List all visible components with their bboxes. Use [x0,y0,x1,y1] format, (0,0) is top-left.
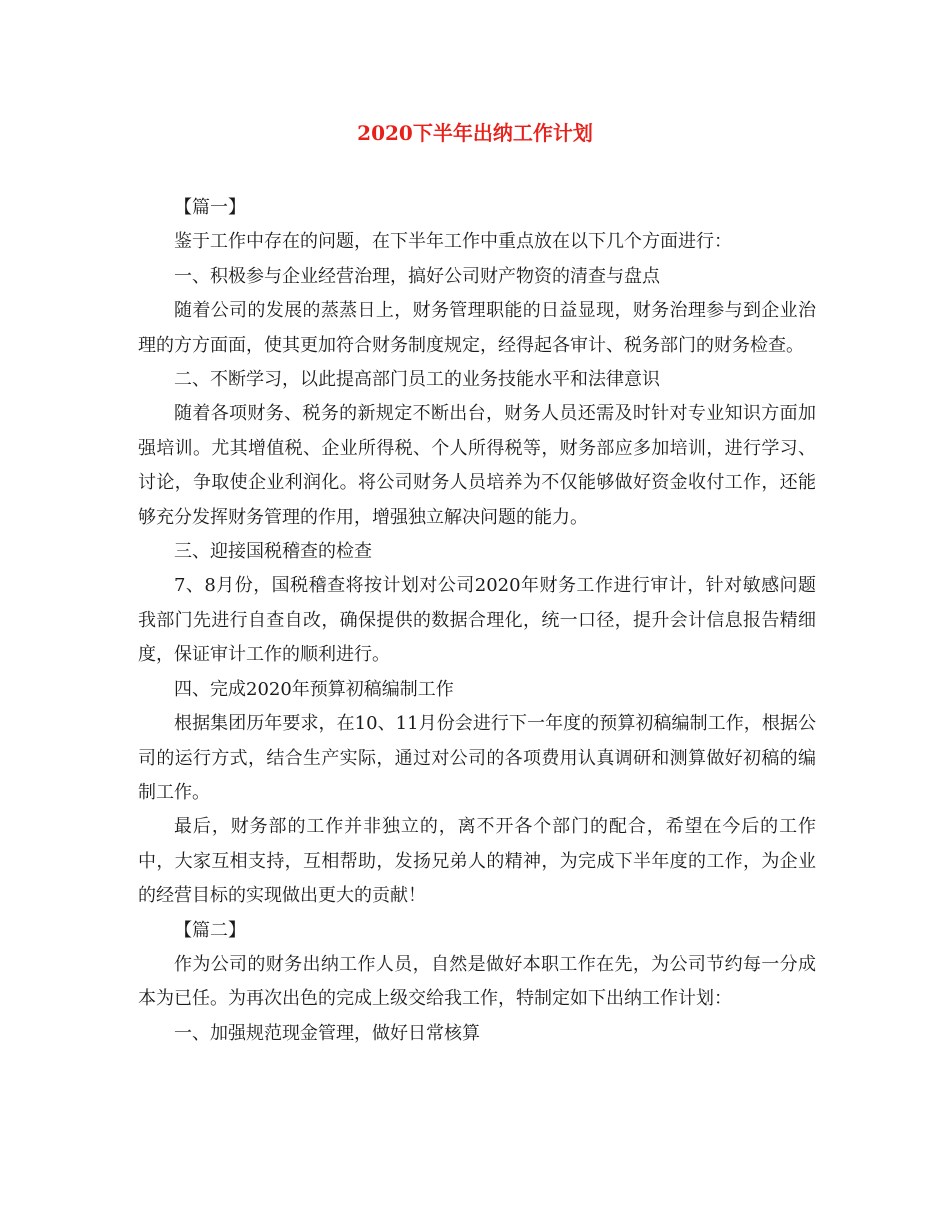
section-heading-2: 【篇二】 [174,919,246,941]
section-heading-1: 【篇一】 [174,197,246,218]
document-title: 2020下半年出纳工作计划 [357,121,593,145]
paragraph-5: 作为公司的财务出纳工作人员，自然是做好本职工作在先，为公司节约每一分成本为已任。为再次出色的完成上级交给我工作，特制定如下出纳工作计划： [138,953,816,1010]
item-heading-2: 二、不断学习，以此提高部门员工的业务技能水平和法律意识 [174,369,660,391]
paragraph-1: 随着公司的发展的蒸蒸日上，财务管理职能的日益显现，财务治理参与到企业治理的方方面面，使其更加符合财务制度规定，经得起各审计、税务部门的财务检查。 [138,300,816,356]
paragraph-intro: 鉴于工作中存在的问题，在下半年工作中重点放在以下几个方面进行： [174,231,732,253]
item-heading-4: 四、完成2020年预算初稿编制工作 [174,678,454,700]
paragraph-conclusion: 最后，财务部的工作并非独立的，离不开各个部门的配合，希望在今后的工作中，大家互相支持，互相帮助，发扬兄弟人的精神，为完成下半年度的工作，为企业的经营目标的实现做出更大的贡献！ [138,816,816,907]
paragraph-2: 随着各项财务、税务的新规定不断出台，财务人员还需及时针对专业知识方面加强培训。尤其增值税、企业所得税、个人所得税等，财务部应多加培训，进行学习、讨论，争取使企业利润化。将公司财务人员培养为不仅能够做好资金收付工作，还能够充分发挥财务管理的作用，增强独立解决问题的能力。 [138,403,816,528]
document-body [138,191,816,1051]
item-heading-5: 一、加强规范现金管理，做好日常核算 [174,1022,480,1044]
paragraph-3: 7、8月份，国税稽查将按计划对公司2020年财务工作进行审计，针对敏感问题我部门先进行自查自改，确保提供的数据合理化，统一口径，提升会计信息报告精细度，保证审计工作的顺利进行。 [138,575,816,666]
item-heading-3: 三、迎接国税稽查的检查 [174,541,372,563]
paragraph-4: 根据集团历年要求，在10、11月份会进行下一年度的预算初稿编制工作，根据公司的运行方式，结合生产实际，通过对公司的各项费用认真调研和测算做好初稿的编制工作。 [138,713,816,803]
item-heading-1: 一、积极参与企业经营治理，搞好公司财产物资的清查与盘点 [174,265,660,287]
